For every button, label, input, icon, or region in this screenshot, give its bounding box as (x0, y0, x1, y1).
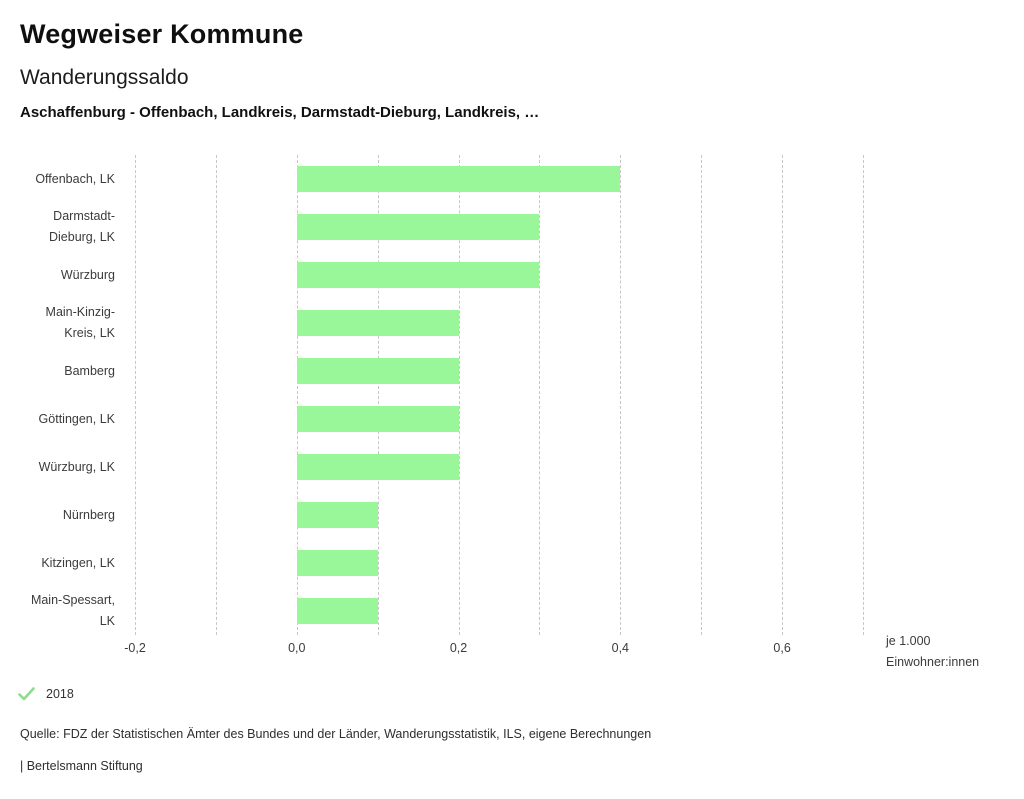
category-labels (0, 155, 125, 635)
category-label: Würzburg, LK (38, 459, 115, 474)
bar[interactable] (297, 550, 378, 576)
legend-year-label: 2018 (46, 687, 74, 701)
gridline (701, 155, 702, 635)
attribution: | Bertelsmann Stiftung (20, 759, 143, 773)
check-icon[interactable] (18, 687, 35, 701)
category-label: Main-Spessart, LK (30, 593, 115, 628)
bar[interactable] (297, 598, 378, 624)
gridline (539, 155, 540, 635)
x-tick-label: 0,6 (773, 641, 791, 655)
category-label: Darmstadt- Dieburg, LK (48, 209, 115, 244)
bar[interactable] (297, 358, 459, 384)
bar[interactable] (297, 262, 540, 288)
gridline (782, 155, 783, 635)
category-label: Bamberg (64, 363, 115, 378)
category-label: Kitzingen, LK (41, 555, 115, 570)
category-label: Nürnberg (62, 507, 115, 522)
gridline (863, 155, 864, 635)
selected-regions-line: Aschaffenburg - Offenbach, Landkreis, Darmstadt-Dieburg, Landkreis, … (20, 104, 540, 121)
category-label: Göttingen, LK (38, 411, 115, 426)
x-tick-label: 0,4 (611, 641, 630, 655)
page-title: Wegweiser Kommune (20, 19, 304, 49)
axis-unit-label: je 1.000 Einwohner:innen (886, 634, 980, 669)
category-label: Main-Kinzig- Kreis, LK (45, 305, 115, 340)
x-tick-label: 0,2 (449, 641, 468, 655)
x-axis (124, 635, 863, 663)
bar[interactable] (297, 214, 540, 240)
bar-chart (0, 155, 1024, 675)
gridline (135, 155, 136, 635)
bar[interactable] (297, 502, 378, 528)
bar[interactable] (297, 454, 459, 480)
bar[interactable] (297, 166, 621, 192)
bar[interactable] (297, 310, 459, 336)
x-tick-label: 0,0 (288, 641, 306, 655)
indicator-title: Wanderungssaldo (20, 66, 189, 89)
category-label: Offenbach, LK (35, 171, 115, 186)
legend-item-2018[interactable] (18, 687, 74, 701)
x-tick-label: -0,2 (124, 641, 146, 655)
plot-area (135, 155, 863, 635)
gridline (620, 155, 621, 635)
source-note: Quelle: FDZ der Statistischen Ämter des Bundes und der Länder, Wanderungsstatistik, ILS, eigene Berechnungen (20, 727, 652, 741)
bar[interactable] (297, 406, 459, 432)
category-label: Würzburg (60, 267, 115, 282)
gridline (216, 155, 217, 635)
